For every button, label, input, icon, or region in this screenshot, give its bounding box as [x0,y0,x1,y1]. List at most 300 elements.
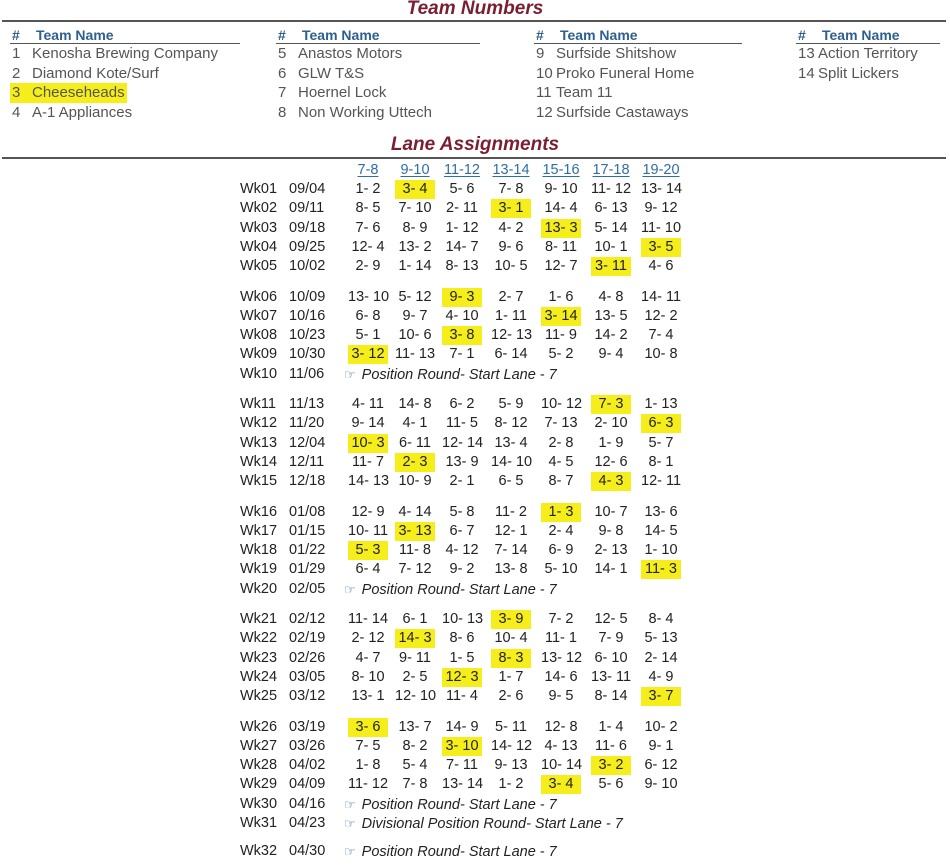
lane-pairing: 6- 12 [644,757,678,774]
lane-pairing: 7- 1 [449,346,475,363]
week-date: 03/05 [289,668,326,685]
team-number-header: # [278,27,286,43]
position-round-note [344,365,557,385]
team-column-header [534,26,742,44]
week-date: 02/26 [289,649,326,666]
week-date: 03/19 [289,718,326,735]
pointing-hand-icon: ☞ [344,796,356,812]
lane-pairing: 10- 14 [541,757,583,774]
lane-pairing: 9- 6 [498,238,524,255]
team-number: 4 [12,103,21,121]
week-date: 04/30 [289,843,326,860]
lane-pairing: 2- 6 [498,688,524,705]
lane-pairing: 8- 13 [445,258,479,275]
lane-pairing: 11- 14 [348,611,389,627]
lane-pairing: 7- 4 [648,327,674,344]
lane-pairing: 12- 11 [641,473,682,490]
week-date: 10/02 [289,258,326,275]
pointing-hand-icon: ☞ [344,366,356,382]
week-row [0,345,950,364]
lane-pairing: 12- 5 [594,611,628,627]
team-name: Diamond Kote/Surf [32,64,159,82]
lane-pairing: 6- 10 [594,649,628,666]
lane-pairing: 3- 4 [541,775,581,794]
lane-pairing: 2- 1 [449,473,475,490]
lane-pairing: 7- 6 [355,219,381,236]
week-label: Wk02 [240,200,278,217]
week-label: Wk20 [240,580,278,597]
lane-pairing: 7- 3 [591,395,631,414]
week-date: 09/04 [289,181,326,197]
lane-pairing: 6- 8 [355,307,381,324]
week-label: Wk14 [240,453,278,470]
team-row [276,83,480,103]
week-date: 01/15 [289,522,326,539]
lane-pairing: 10- 4 [494,630,528,647]
pointing-hand-icon: ☞ [344,816,356,831]
lane-pairing: 7- 8 [498,181,524,197]
lane-pairing: 13- 8 [494,561,528,578]
week-date: 04/23 [289,815,326,831]
lane-pairing: 14- 6 [544,668,578,685]
lane-pairing: 11- 10 [641,219,682,236]
week-row [0,649,950,668]
week-date: 03/26 [289,737,326,754]
lane-pairing: 7- 10 [398,200,432,217]
team-name: Proko Funeral Home [556,64,695,82]
lane-pairing: 9- 3 [442,288,482,307]
lane-pairing: 2- 11 [446,200,478,217]
week-row [0,288,950,307]
lane-pairing: 12- 9 [351,503,385,520]
position-round-text: Position Round- Start Lane - 7 [361,366,557,383]
lane-pairing: 6- 5 [498,473,524,490]
position-round-text: Position Round- Start Lane - 7 [361,581,557,598]
week-date: 02/19 [289,630,326,647]
lane-pairing: 7- 12 [398,561,432,578]
lane-pairing: 11- 4 [446,688,478,705]
lane-pairing: 8- 2 [402,737,428,754]
lane-pairing: 6- 14 [494,346,528,363]
lane-pairing: 8- 1 [648,453,674,470]
team-number: 5 [278,45,287,62]
week-row [0,795,950,814]
team-name: Cheeseheads [32,84,125,101]
week-row [0,580,950,599]
team-row [796,44,940,64]
lane-header: 9-10 [400,162,430,178]
lane-pairing: 4- 10 [445,307,479,324]
week-row [0,687,950,706]
lane-pairing: 9- 7 [402,307,428,324]
week-label: Wk01 [240,181,278,197]
team-row [10,103,240,123]
week-date: 01/29 [289,561,326,578]
week-label: Wk13 [240,434,278,451]
lane-pairing: 3- 11 [591,257,631,276]
week-label: Wk29 [240,776,278,793]
week-row [0,395,950,414]
position-round-note [344,795,557,815]
team-row [276,64,480,84]
week-date: 10/30 [289,346,326,363]
lane-pairing: 8- 12 [494,415,528,432]
lane-pairing: 9- 2 [449,561,475,578]
week-date: 09/18 [289,219,326,236]
team-name-header: Team Name [560,27,638,43]
lane-pairing: 9- 5 [548,688,574,705]
lane-pairing: 4- 11 [352,396,384,412]
week-date: 10/16 [289,307,326,324]
week-label: Wk09 [240,346,278,363]
lane-pairing: 11- 12 [591,181,632,197]
lane-pairing: 3- 8 [442,326,482,345]
week-row [0,307,950,326]
lane-pairing: 11- 5 [446,415,478,432]
position-round-text: Divisional Position Round- Start Lane - 7 [361,816,623,832]
week-date: 10/23 [289,327,326,344]
week-label: Wk07 [240,307,278,324]
lane-pairing: 4- 14 [398,503,432,520]
week-label: Wk31 [240,815,278,831]
lane-assignments-rule [2,157,946,159]
lane-pairing: 13- 10 [348,288,390,305]
lane-pairing: 7- 13 [544,415,578,432]
lane-pairing: 8- 4 [648,611,674,627]
week-row [0,503,950,522]
lane-pairing: 12- 4 [351,238,385,255]
lane-pairing: 11- 6 [595,737,627,754]
lane-pairing: 4- 6 [648,258,674,275]
lane-pairing: 1- 4 [598,718,624,735]
week-label: Wk17 [240,522,278,539]
lane-pairing: 6- 7 [449,522,475,539]
week-date: 12/18 [289,473,326,490]
lane-pairing: 13- 12 [541,649,583,666]
lane-pairing: 8- 10 [351,668,385,685]
lane-pairing: 2- 9 [355,258,381,275]
lane-pairing: 13- 11 [591,668,632,685]
week-row [0,560,950,579]
lane-pairing: 3- 1 [491,199,531,218]
lane-pairing: 6- 13 [594,200,628,217]
position-round-note [344,814,623,834]
team-row [534,44,742,64]
lane-pairing: 10- 8 [644,346,678,363]
lane-pairing: 14- 9 [445,718,479,735]
week-label: Wk25 [240,688,278,705]
lane-pairing: 12- 3 [442,668,482,687]
team-name: Non Working Uttech [298,103,432,121]
lane-pairing: 3- 6 [348,718,388,737]
lane-pairing: 13- 14 [641,181,683,197]
week-label: Wk23 [240,649,278,666]
lane-pairing: 2- 5 [402,668,428,685]
team-name: Anastos Motors [298,45,403,62]
lane-pairing: 3- 12 [348,345,388,364]
lane-pairing: 12- 6 [594,453,628,470]
lane-pairing: 14- 8 [398,396,432,412]
lane-pairing: 5- 2 [548,346,574,363]
week-label: Wk16 [240,503,278,520]
team-number-header: # [12,27,20,43]
lane-pairing: 8- 14 [594,688,628,705]
lane-pairing: 10- 6 [398,327,432,344]
week-row [0,238,950,257]
lane-pairing: 3- 10 [442,737,482,756]
team-column [276,26,480,122]
lane-pairing: 13- 7 [398,718,432,735]
week-row [0,629,950,648]
week-date: 04/02 [289,757,326,774]
lane-pairing: 4- 7 [355,649,381,666]
lane-pairing: 4- 5 [548,453,574,470]
week-label: Wk27 [240,737,278,754]
position-round-text: Position Round- Start Lane - 7 [361,844,557,861]
week-row [0,668,950,687]
lane-pairing: 11- 3 [641,560,681,579]
lane-pairing: 4- 8 [598,288,624,305]
week-label: Wk08 [240,327,278,344]
week-label: Wk11 [240,396,276,412]
lane-pairing: 2- 4 [548,522,574,539]
lane-pairing: 6- 2 [449,396,475,412]
lane-header: 7-8 [357,162,379,178]
team-row [534,83,742,103]
team-number: 7 [278,84,287,101]
team-row [10,64,240,84]
lane-pairing: 5- 6 [449,181,475,197]
team-name: Surfside Castaways [556,103,689,121]
lane-pairing: 5- 14 [594,219,628,236]
team-row [534,103,742,123]
lane-pairing: 9- 8 [598,522,624,539]
lane-pairing: 3- 4 [395,180,435,199]
team-number: 13 [798,45,815,62]
lane-pairing: 4- 1 [402,415,428,432]
team-row [276,103,480,123]
lane-pairing: 14- 10 [491,453,533,470]
lane-pairing: 8- 3 [491,649,531,668]
lane-pairing: 1- 13 [644,396,678,412]
lane-pairing: 7- 8 [402,776,428,793]
lane-pairing: 3- 5 [641,238,681,257]
lane-pairing: 1- 6 [548,288,574,305]
lane-pairing: 5- 7 [648,434,674,451]
lane-pairing: 8- 5 [355,200,381,217]
lane-pairing: 2- 7 [498,288,524,305]
team-number: 2 [12,64,21,82]
lane-pairing: 13- 3 [541,219,581,238]
lane-pairing: 10- 1 [594,238,628,255]
lane-pairing: 2- 3 [395,453,435,472]
lane-pairing: 9- 12 [644,200,678,217]
lane-header: 15-16 [542,162,580,178]
week-row [0,775,950,794]
lane-pairing: 6- 4 [355,561,381,578]
team-number: 8 [278,103,287,121]
week-date: 03/12 [289,688,326,705]
week-row [0,199,950,218]
lane-pairing: 5- 10 [544,561,578,578]
lane-pairing: 11- 8 [399,542,431,559]
week-label: Wk30 [240,795,278,812]
lane-pairing: 5- 6 [598,776,624,793]
lane-pairing: 13- 14 [442,776,484,793]
week-date: 02/05 [289,580,326,597]
lane-pairing: 12- 7 [544,258,578,275]
lane-pairing: 1- 5 [449,649,475,666]
lane-pairing: 10- 9 [398,473,432,490]
lane-pairing: 10- 11 [348,522,389,539]
lane-pairing: 14- 3 [395,629,435,648]
lane-pairing: 9- 13 [494,757,528,774]
team-row [796,64,940,84]
lane-pairing: 12- 1 [494,522,528,539]
lane-pairing: 2- 12 [351,630,385,647]
team-number: 6 [278,64,287,82]
lane-pairing: 12- 2 [644,307,678,324]
week-date: 01/22 [289,542,326,559]
team-name: Surfside Shitshow [556,45,677,62]
week-row [0,365,950,384]
team-number-header: # [798,27,806,43]
lane-pairing: 12- 13 [491,327,533,344]
week-label: Wk24 [240,668,278,685]
lane-pairing: 1- 10 [644,542,678,559]
week-row [0,180,950,199]
lane-pairing: 5- 12 [398,288,432,305]
lane-pairing: 8- 9 [402,219,428,236]
lane-pairing: 1- 2 [498,776,524,793]
week-row [0,257,950,276]
lane-pairing: 8- 6 [449,630,475,647]
lane-pairing: 7- 14 [494,542,528,559]
week-label: Wk05 [240,258,278,275]
lane-pairing: 11- 7 [352,453,384,470]
week-row [0,453,950,472]
team-name: Action Territory [818,45,918,62]
week-label: Wk12 [240,415,278,432]
lane-pairing: 6- 9 [548,542,574,559]
week-label: Wk18 [240,542,278,559]
team-column-header [276,26,480,44]
week-label: Wk28 [240,757,278,774]
lane-pairing: 14- 2 [594,327,628,344]
week-label: Wk32 [240,843,278,860]
team-name-header: Team Name [822,27,900,43]
week-date: 11/06 [289,365,325,382]
lane-pairing: 13- 2 [398,238,432,255]
pointing-hand-icon: ☞ [344,844,356,860]
team-row [10,83,240,103]
lane-pairing: 1- 14 [398,258,432,275]
pointing-hand-icon: ☞ [344,581,356,597]
lane-pairing: 5- 8 [449,503,475,520]
lane-pairing: 3- 7 [641,687,681,706]
team-row [276,44,480,64]
week-date: 09/11 [289,200,325,217]
team-column [10,26,240,122]
week-row [0,756,950,775]
team-number: 12 [536,103,553,121]
lane-header: 19-20 [642,162,680,178]
week-row [0,434,950,453]
lane-pairing: 13- 1 [351,688,385,705]
team-number: 1 [12,45,21,62]
lane-pairing: 7- 11 [446,757,478,774]
lane-pairing: 6- 1 [402,611,428,627]
week-row [0,522,950,541]
lane-pairing: 7- 5 [355,737,381,754]
week-date: 04/16 [289,795,326,812]
week-label: Wk04 [240,238,278,255]
team-numbers-rule [2,20,946,22]
week-date: 11/20 [289,415,325,432]
lane-pairing: 5- 4 [402,757,428,774]
week-row [0,814,950,833]
lane-pairing: 14- 13 [348,473,390,490]
lane-header: 11-12 [443,162,480,178]
week-label: Wk10 [240,365,278,382]
lane-pairing: 10- 5 [494,258,528,275]
week-label: Wk06 [240,288,278,305]
lane-pairing: 10- 7 [594,503,628,520]
lane-pairing: 3- 2 [591,756,631,775]
week-label: Wk26 [240,718,278,735]
lane-pairing: 11- 12 [348,776,389,793]
lane-pairing: 2- 8 [548,434,574,451]
team-name: Hoernel Lock [298,84,387,101]
position-round-note [344,580,557,600]
lane-pairing: 8- 7 [548,473,574,490]
week-row [0,842,950,861]
lane-pairing: 9- 4 [598,346,624,363]
lane-pairing: 11- 2 [495,503,527,520]
lane-pairing: 9- 11 [399,649,431,666]
week-label: Wk03 [240,219,278,236]
week-date: 11/13 [289,396,325,412]
week-date: 01/08 [289,503,326,520]
week-label: Wk22 [240,630,278,647]
lane-pairing: 4- 2 [498,219,524,236]
lane-pairing: 13- 9 [445,453,479,470]
lane-pairing: 1- 11 [495,307,527,324]
lane-pairing: 11- 13 [395,346,436,363]
week-row [0,541,950,560]
lane-pairing: 5- 1 [355,327,381,344]
lane-pairing: 2- 14 [644,649,678,666]
lane-pairing: 4- 12 [445,542,479,559]
team-name-header: Team Name [36,27,114,43]
lane-pairing: 5- 13 [644,630,678,647]
lane-pairing: 5- 3 [348,541,388,560]
week-date: 04/09 [289,776,326,793]
lane-pairing: 3- 13 [395,522,435,541]
lane-pairing: 14- 1 [594,561,628,578]
lane-pairing: 6- 11 [399,434,431,451]
week-label: Wk19 [240,561,278,578]
lane-pairing: 7- 9 [598,630,624,647]
team-column [534,26,742,122]
lane-assignments-title: Lane Assignments [390,134,560,155]
team-name-header: Team Name [302,27,380,43]
team-name: Team 11 [556,84,613,101]
position-round-text: Position Round- Start Lane - 7 [361,796,557,813]
lane-pairing: 1- 2 [355,181,381,197]
team-number: 3 [10,83,30,103]
week-row [0,219,950,238]
